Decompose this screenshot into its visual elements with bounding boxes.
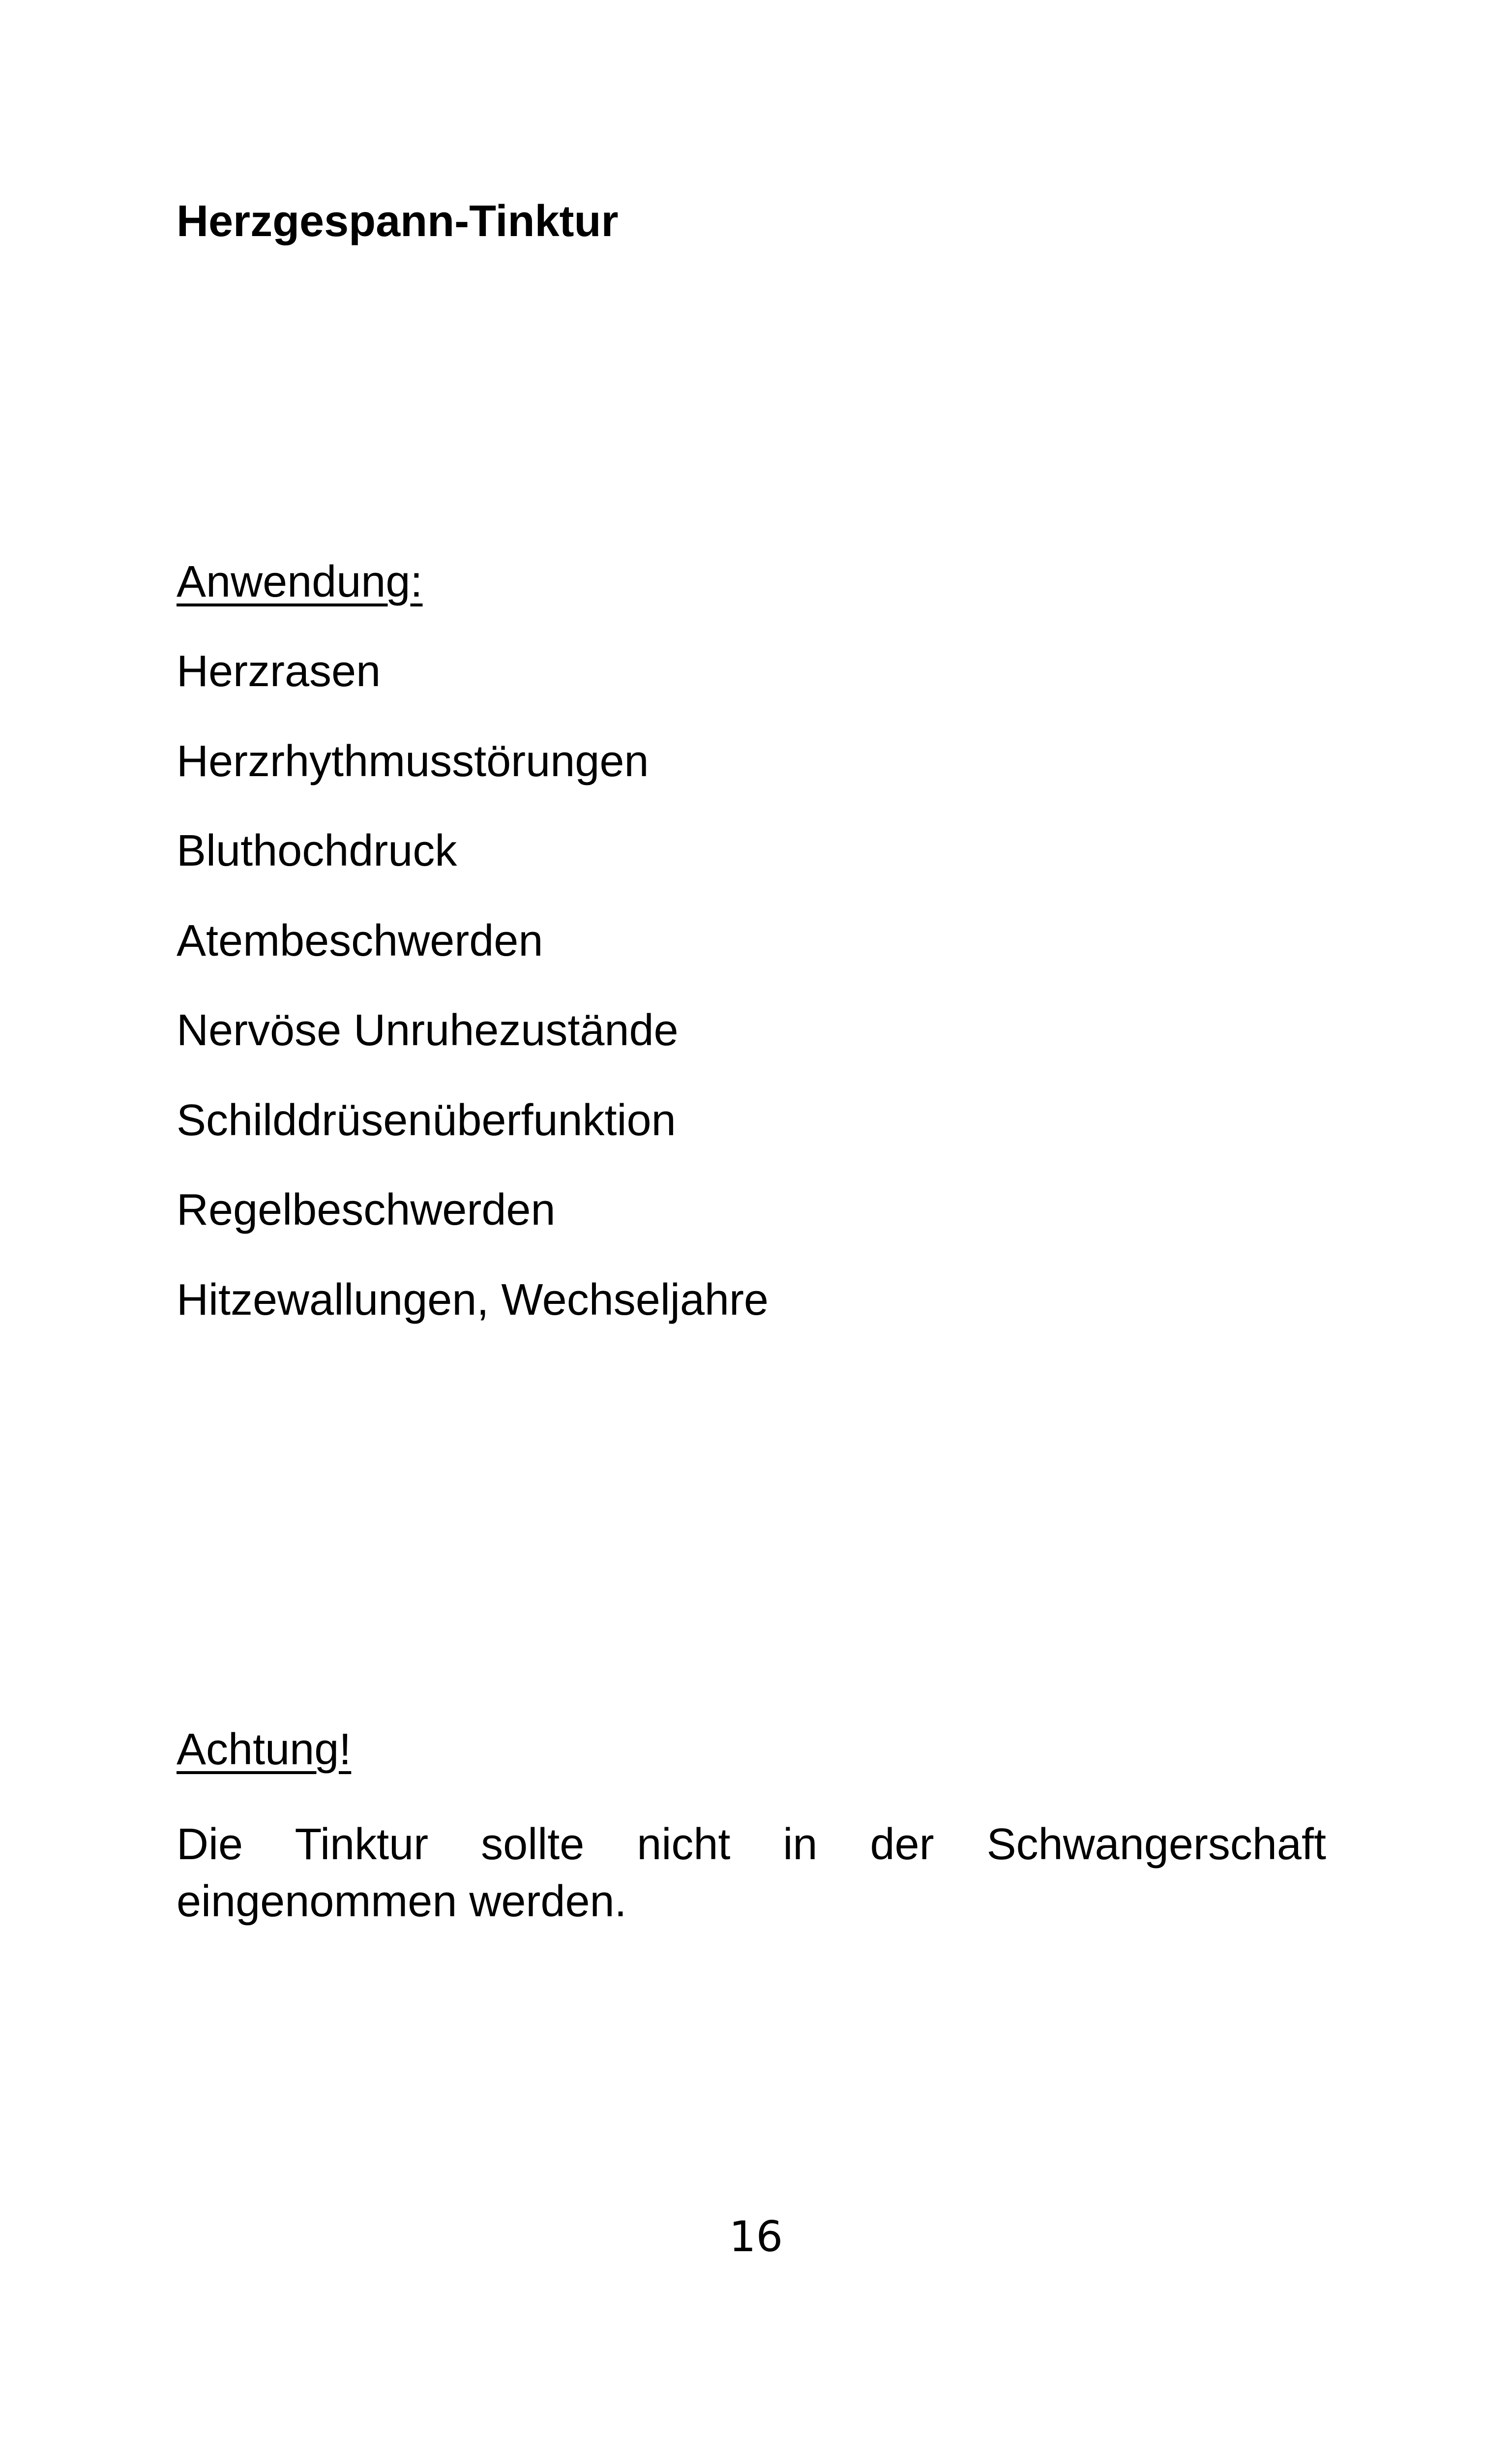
page-number: 16 xyxy=(729,2212,783,2262)
anwendung-list xyxy=(177,649,769,1367)
list-item: Hitzewallungen, Wechseljahre xyxy=(177,1275,769,1325)
list-item: Herzrasen xyxy=(177,647,381,696)
list-item: Nervöse Unruhezustände xyxy=(177,1006,679,1055)
page-title: Herzgespann-Tinktur xyxy=(177,197,619,246)
list-item: Herzrhythmusstörungen xyxy=(177,736,649,786)
achtung-heading: Achtung! xyxy=(177,1725,352,1774)
list-item: Bluthochdruck xyxy=(177,826,457,875)
warning-paragraph: Die Tinktur sollte nicht in der Schwangerschaft eingenommen werden. xyxy=(177,1820,1326,1926)
anwendung-heading: Anwendung: xyxy=(177,557,423,606)
list-item: Schilddrüsenüberfunktion xyxy=(177,1095,676,1145)
list-item: Atembeschwerden xyxy=(177,916,543,965)
list-item: Regelbeschwerden xyxy=(177,1185,556,1235)
